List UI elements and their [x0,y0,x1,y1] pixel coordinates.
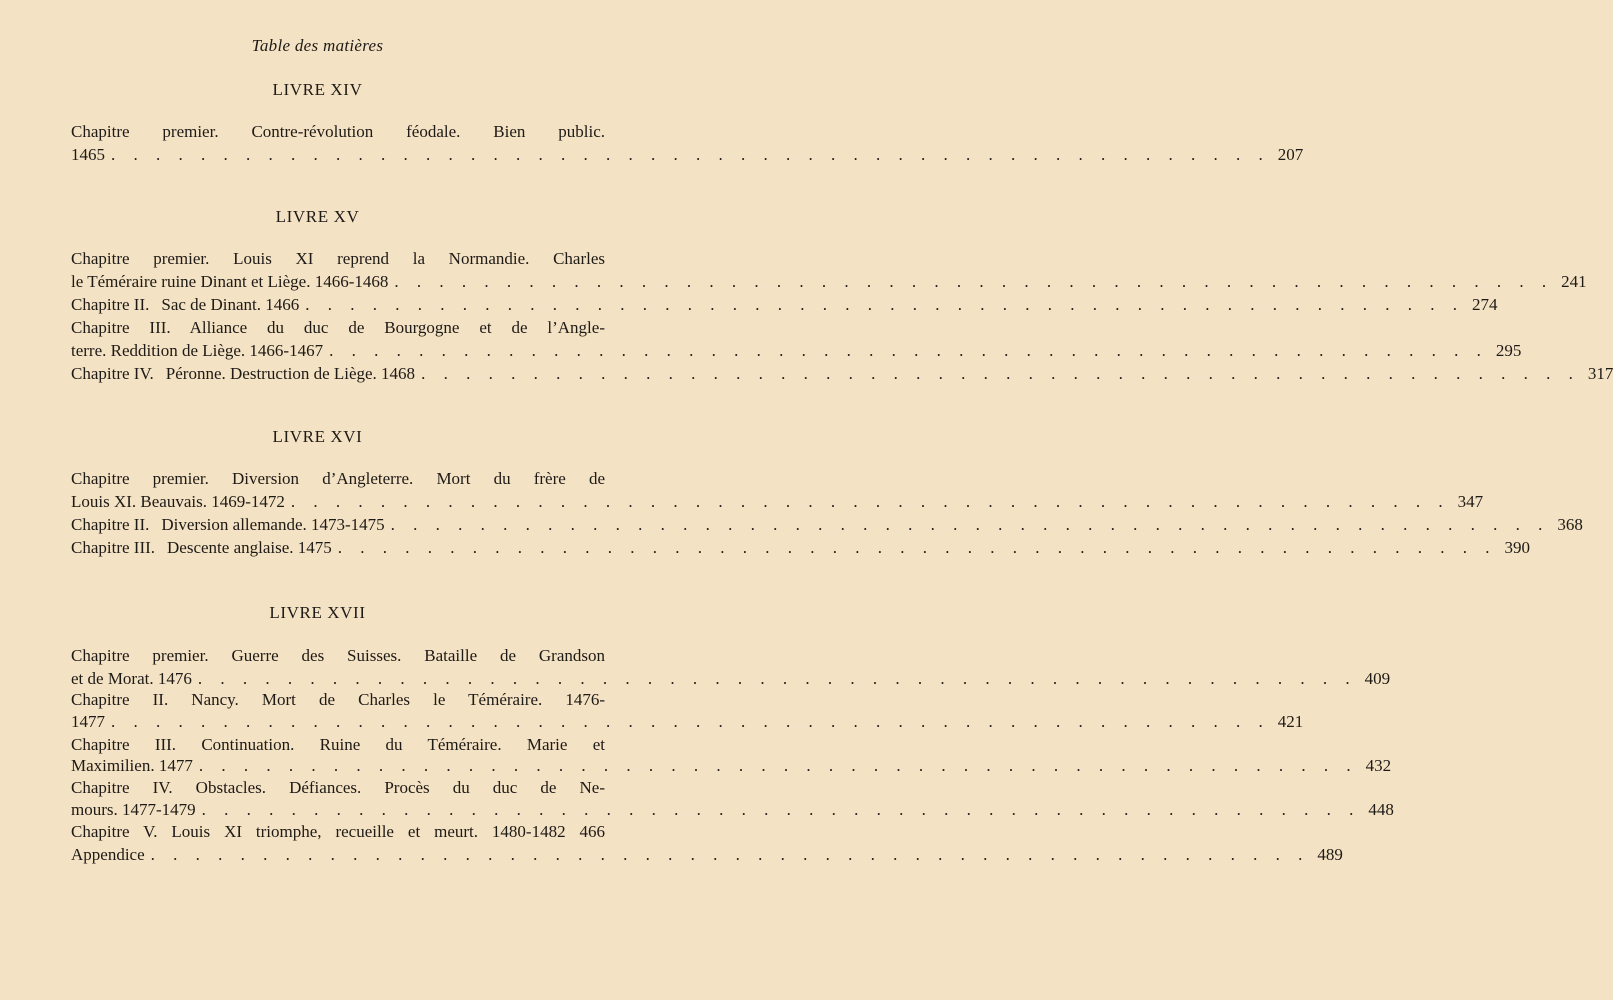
leader-dots: . . . . . . . . . . . . . . . . . . . . . . . . . . . . . . . . . . . . . . . . . . . . . . . . . . . . [305,295,1464,314]
chapter-label: Chapitre II. [71,295,150,314]
chapter-title: Louis XI triomphe, recueille et meurt. 1480-1482 [171,822,566,841]
toc-entry [71,362,1613,385]
chapter-title: Appendice [71,845,145,864]
leader-dots: . . . . . . . . . . . . . . . . . . . . . . . . . . . . . . . . . . . . . . . . . . . . . . . . . . . . [150,845,1310,864]
page-number: 347 [1457,492,1484,511]
chapter-title: Contre-révolution féodale. Bien public. [251,122,605,141]
chapter-label: Chapitre III. [71,318,171,337]
leader-dots: . . . . . . . . . . . . . . . . . . . . . . . . . . . . . . . . . . . . . . . . . . . . . . . . . . . . [290,492,1450,511]
toc-line [71,247,605,270]
chapter-title: Nancy. Mort de Charles le Téméraire. 1476- [191,690,606,709]
chapter-title: 1477 [71,712,105,731]
chapter-title: terre. Reddition de Liège. 1466-1467 [71,341,324,360]
page-number: 466 [579,822,605,841]
toc-line [71,733,605,756]
toc-entry [71,513,1583,536]
toc-entry [71,339,1522,362]
chapter-title: Alliance du duc de Bourgogne et de l’Angle- [189,318,605,337]
book-title: LIVRE XV [275,207,360,226]
chapter-label: Chapitre premier. [71,469,209,488]
chapter-title: Louis XI reprend la Normandie. Charles [233,249,606,268]
chapter-label: Chapitre premier. [71,646,209,665]
leader-dots: . . . . . . . . . . . . . . . . . . . . . . . . . . . . . . . . . . . . . . . . . . . . . . . . . . . . [111,145,1270,164]
toc-entry [71,536,1531,559]
toc-entry [71,270,1587,293]
chapter-title: Descente anglaise. 1475 [167,538,332,557]
toc-line [71,688,605,711]
toc-entry [71,798,1394,821]
chapter-title: Sac de Dinant. 1466 [161,295,300,314]
leader-dots: . . . . . . . . . . . . . . . . . . . . . . . . . . . . . . . . . . . . . . . . . . . . . . . . . . . . [390,515,1550,534]
leader-dots: . . . . . . . . . . . . . . . . . . . . . . . . . . . . . . . . . . . . . . . . . . . . . . . . . . . . [201,800,1361,819]
toc-line [71,467,605,490]
leader-dots: . . . . . . . . . . . . . . . . . . . . . . . . . . . . . . . . . . . . . . . . . . . . . . . . . . . . [329,341,1488,360]
toc-entry [71,754,1392,777]
chapter-title: Louis XI. Beauvais. 1469-1472 [71,492,285,511]
page-number: 368 [1557,515,1583,534]
chapter-title: Diversion allemande. 1473-1475 [161,515,385,534]
page-number: 409 [1364,669,1391,688]
chapter-title: Péronne. Destruction de Liège. 1468 [165,364,416,383]
page-number: 295 [1495,341,1522,360]
toc-line [71,776,605,799]
chapter-label: Chapitre III. [71,538,156,557]
page-number: 448 [1368,800,1394,819]
leader-dots: . . . . . . . . . . . . . . . . . . . . . . . . . . . . . . . . . . . . . . . . . . . . . . . . . . . . [421,364,1580,383]
chapter-label: Chapitre III. [71,735,177,754]
page-number: 421 [1277,712,1304,731]
toc-line [71,120,605,143]
toc-entry [71,490,1484,513]
book-title: LIVRE XVII [269,603,366,622]
leader-dots: . . . . . . . . . . . . . . . . . . . . . . . . . . . . . . . . . . . . . . . . . . . . . . . . . . . . [197,669,1357,688]
book-title: LIVRE XIV [272,80,363,99]
book-title: LIVRE XVI [272,427,363,446]
page-number: 317 [1587,364,1613,383]
chapter-label: Chapitre II. [71,690,169,709]
chapter-label: Chapitre premier. [71,249,210,268]
leader-dots: . . . . . . . . . . . . . . . . . . . . . . . . . . . . . . . . . . . . . . . . . . . . . . . . . . . . [394,272,1554,291]
toc-entry [71,710,1304,733]
chapter-title: mours. 1477-1479 [71,800,196,819]
chapter-label: Chapitre II. [71,515,150,534]
page-number: 207 [1277,145,1304,164]
chapter-label: Chapitre V. [71,822,158,841]
page-number: 274 [1471,295,1498,314]
leader-dots: . . . . . . . . . . . . . . . . . . . . . . . . . . . . . . . . . . . . . . . . . . . . . . . . . . . . [337,538,1497,557]
leader-dots: . . . . . . . . . . . . . . . . . . . . . . . . . . . . . . . . . . . . . . . . . . . . . . . . . . . . [111,712,1270,731]
leader-dots: . . . . . . . . . . . . . . . . . . . . . . . . . . . . . . . . . . . . . . . . . . . . . . . . . . . . [198,756,1358,775]
page-number: 432 [1365,756,1392,775]
toc-entry [71,143,1304,166]
chapter-title: Obstacles. Défiances. Procès du duc de Ne- [195,778,605,797]
toc-entry [71,843,1343,866]
chapter-title: Diversion d’Angleterre. Mort du frère de [232,469,605,488]
page-number: 390 [1504,538,1531,557]
chapter-title: et de Morat. 1476 [71,669,192,688]
toc-entry [71,820,605,843]
chapter-label: Chapitre IV. [71,778,173,797]
chapter-title: Continuation. Ruine du Téméraire. Marie et [201,735,605,754]
running-head: Table des matières [251,36,384,55]
chapter-label: Chapitre IV. [71,364,154,383]
page-number: 489 [1317,845,1343,864]
chapter-title: Maximilien. 1477 [71,756,193,775]
chapter-title: Guerre des Suisses. Bataille de Grandson [231,646,606,665]
chapter-title: le Téméraire ruine Dinant et Liège. 1466-1468 [71,272,389,291]
toc-entry [71,293,1498,316]
chapter-title: 1465 [71,145,105,164]
page-number: 241 [1561,272,1587,291]
chapter-label: Chapitre premier. [71,122,219,141]
toc-line [71,316,605,339]
toc-entry [71,667,1391,690]
toc-line [71,644,605,667]
